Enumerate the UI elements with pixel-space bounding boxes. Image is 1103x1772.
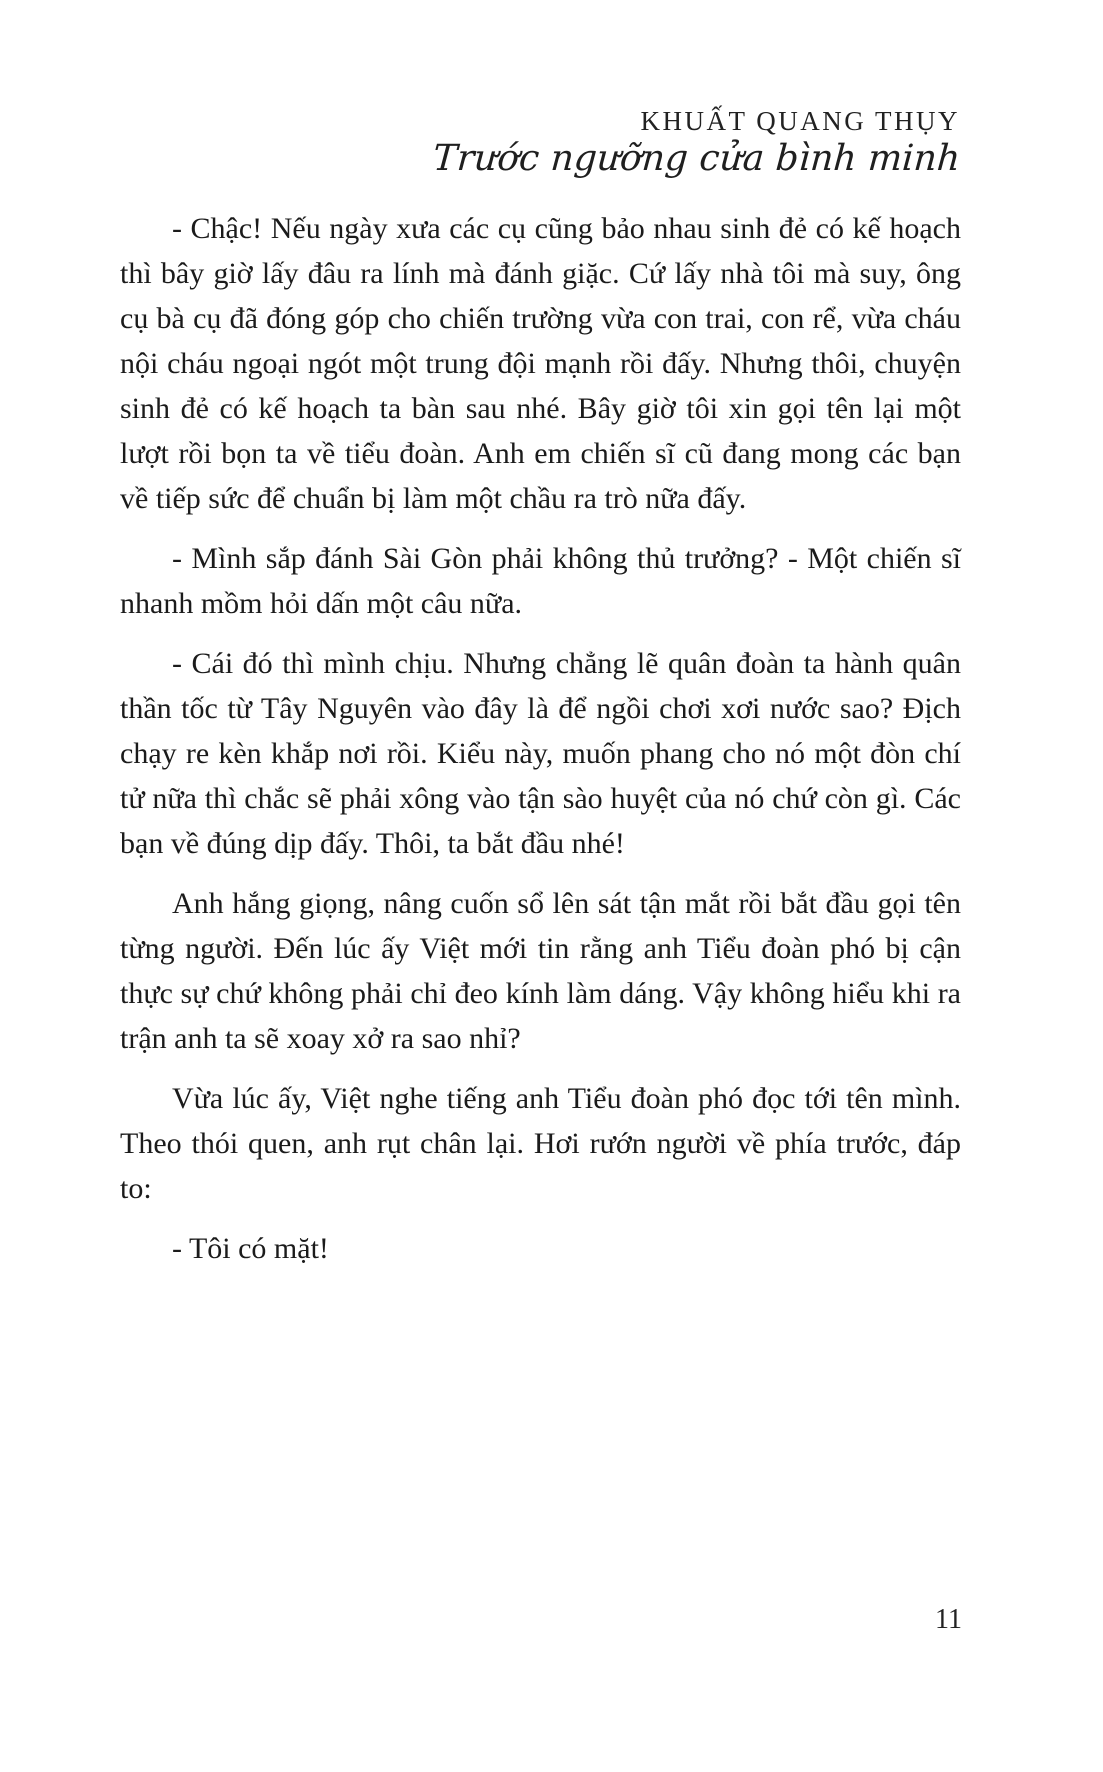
body-text [120, 206, 961, 1286]
paragraph-2: - Mình sắp đánh Sài Gòn phải không thủ trưởng? - Một chiến sĩ nhanh mồm hỏi dấn một câu nữa. [120, 542, 961, 620]
running-header [433, 106, 960, 179]
paragraph-3: - Cái đó thì mình chịu. Nhưng chẳng lẽ quân đoàn ta hành quân thần tốc từ Tây Nguyên vào đây là để ngồi chơi xơi nước sao? Địch chạy re kèn khắp nơi rồi. Kiểu này, muốn phang cho nó một đòn chí tử nữa thì chắc sẽ phải xông vào tận sào huyệt của nó chứ còn gì. Các bạn về đúng dịp đấy. Thôi, ta bắt đầu nhé! [120, 647, 961, 860]
page-number: 11 [935, 1604, 962, 1635]
paragraph-1: - Chậc! Nếu ngày xưa các cụ cũng bảo nhau sinh đẻ có kế hoạch thì bây giờ lấy đâu ra lính mà đánh giặc. Cứ lấy nhà tôi mà suy, ông cụ bà cụ đã đóng góp cho chiến trường vừa con trai, con rể, vừa cháu nội cháu ngoại ngót một trung đội mạnh rồi đấy. Nhưng thôi, chuyện sinh đẻ có kế hoạch ta bàn sau nhé. Bây giờ tôi xin gọi tên lại một lượt rồi bọn ta về tiểu đoàn. Anh em chiến sĩ cũ đang mong các bạn về tiếp sức để chuẩn bị làm một chầu ra trò nữa đấy. [120, 212, 961, 515]
paragraph-6: - Tôi có mặt! [172, 1232, 329, 1265]
author-name: KHUẤT QUANG THỤY [640, 106, 960, 136]
book-title: Trước ngưỡng cửa bình minh [431, 138, 962, 180]
paragraph-4: Anh hắng giọng, nâng cuốn sổ lên sát tận mắt rồi bắt đầu gọi tên từng người. Đến lúc ấy Việt mới tin rằng anh Tiểu đoàn phó bị cận thực sự chứ không phải chỉ đeo kính làm dáng. Vậy không hiểu khi ra trận anh ta sẽ xoay xở ra sao nhỉ? [120, 887, 961, 1055]
paragraph-5: Vừa lúc ấy, Việt nghe tiếng anh Tiểu đoàn phó đọc tới tên mình. Theo thói quen, anh rụt chân lại. Hơi rướn người về phía trước, đáp to: [120, 1082, 961, 1205]
